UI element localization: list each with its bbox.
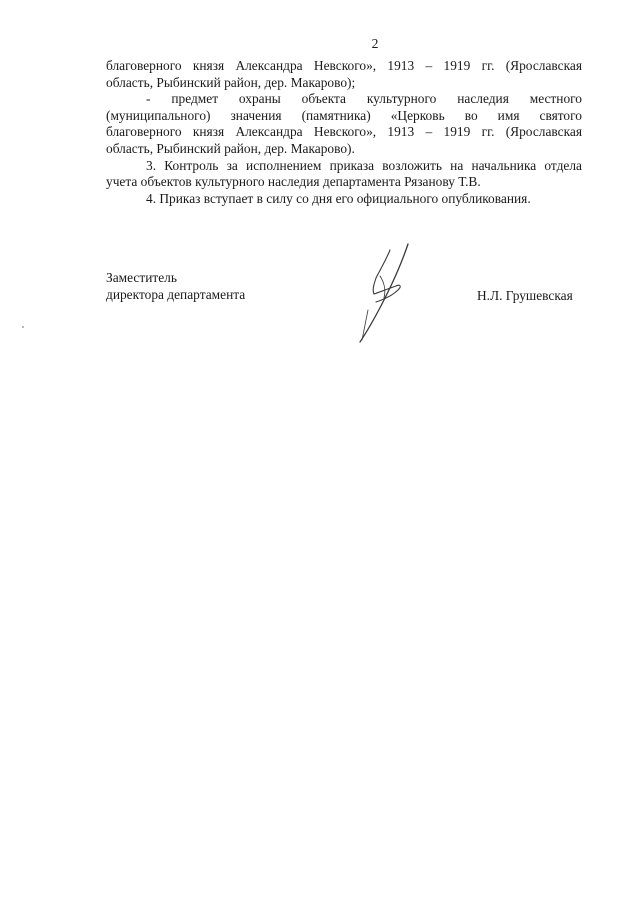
text-line: область, Рыбинский район, дер. Макарово); [106,74,356,90]
page-number: 2 [371,36,379,51]
paragraph-item-4 [106,191,582,208]
paragraph-continuation [106,58,582,91]
document-body [106,58,582,207]
paragraph-protection-subject [106,91,582,157]
text-line: (муниципального) значения (памятника) «Церковь во имя святого [106,107,582,123]
text-line: учета объектов культурного наследия департамента Рязанову Т.В. [106,174,481,190]
text-line: благоверного князя Александра Невского», 1913 – 1919 гг. (Ярославская [106,124,582,140]
signer-position-line: Заместитель [106,270,177,285]
scan-speck [22,326,24,328]
text-line: 3. Контроль за исполнением приказа возложить на начальника отдела [146,157,582,173]
signer-position-line: директора департамента [106,287,246,302]
text-line: 4. Приказ вступает в силу со дня его официального опубликования. [146,190,531,206]
text-line: благоверного князя Александра Невского», 1913 – 1919 гг. (Ярославская [106,58,582,73]
text-line: - предмет охраны объекта культурного наследия местного [146,91,582,107]
handwritten-signature [350,240,420,348]
paragraph-item-3 [106,158,582,191]
text-line: область, Рыбинский район, дер. Макарово). [106,140,355,156]
signer-name: Н.Л. Грушевская [477,288,573,303]
